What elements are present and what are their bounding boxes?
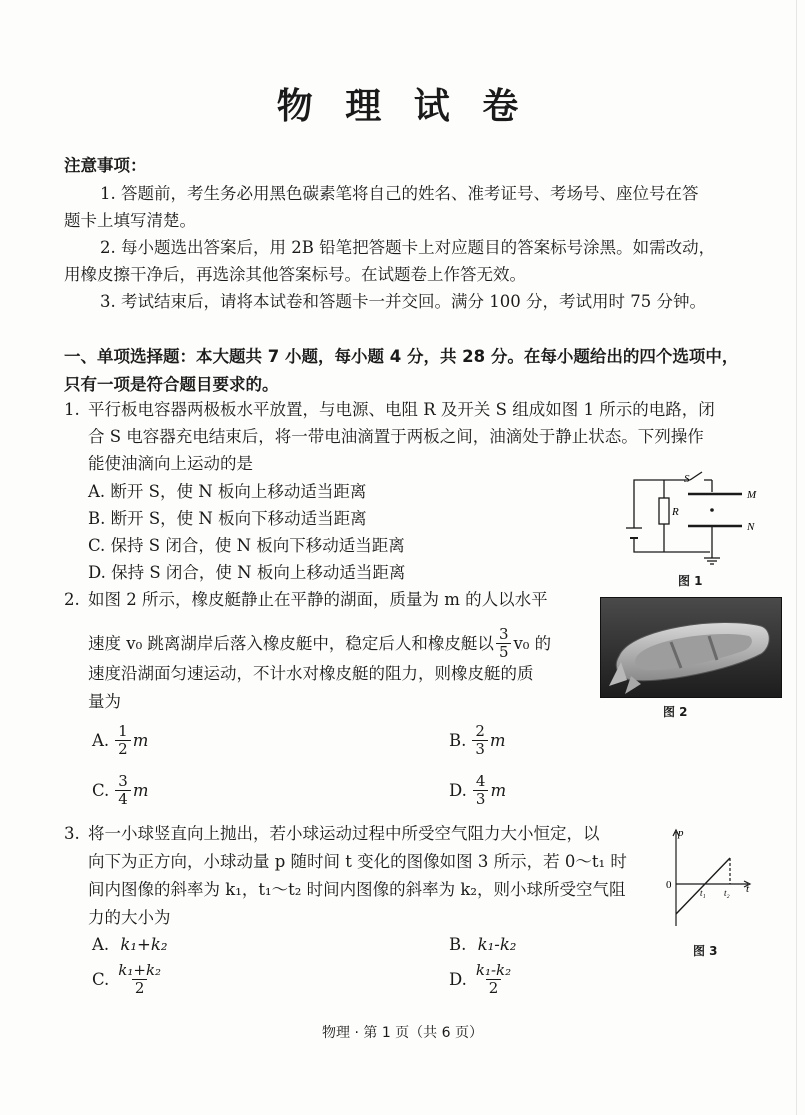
- option-fraction: [473, 962, 514, 997]
- q3-option-a: [92, 934, 167, 956]
- fraction-numerator: 3: [498, 625, 509, 643]
- option-variable: m: [490, 780, 507, 800]
- origin-label: 0: [666, 879, 672, 891]
- option-label: C.: [92, 969, 110, 989]
- notice-item-1-line-1: 1. 答题前，考生务必用黑色碳素笔将自己的姓名、准考证号、考场号、座位号在答: [100, 184, 699, 203]
- q2-stem-line-3: 速度沿湖面匀速运动，不计水对橡皮艇的阻力，则橡皮艇的质: [88, 664, 534, 683]
- plate-m-label: M: [747, 489, 757, 501]
- q1-number: 1.: [64, 400, 80, 419]
- option-fraction: [115, 723, 131, 758]
- q2-stem-line-1: 如图 2 所示，橡皮艇静止在平静的湖面，质量为 m 的人以水平: [88, 590, 548, 609]
- fraction-denominator: 2: [486, 979, 502, 997]
- q3-stem-line-2: 向下为正方向，小球动量 p 随时间 t 变化的图像如图 3 所示，若 0～t₁ 时: [88, 852, 627, 871]
- fraction-denominator: 3: [473, 790, 489, 808]
- notice-heading: 注意事项：: [64, 156, 147, 175]
- q2-option-d: [449, 773, 506, 808]
- notice-item-3-line-1: 3. 考试结束后，请将本试卷和答题卡一并交回。满分 100 分，考试用时 75 分钟。: [100, 292, 706, 311]
- fraction-denominator: 4: [115, 790, 131, 808]
- q3-option-d: [449, 962, 516, 997]
- option-label: A.: [92, 730, 110, 750]
- fraction-numerator: 3: [118, 772, 128, 790]
- figure-1-circuit-diagram: [620, 468, 770, 568]
- option-variable: m: [132, 730, 149, 750]
- page-footer: 物理 · 第 1 页（共 6 页）: [322, 1025, 483, 1041]
- q2-number: 2.: [64, 590, 80, 609]
- q1-option-c: C. 保持 S 闭合，使 N 板向下移动适当距离: [88, 536, 405, 555]
- option-fraction: [473, 773, 489, 808]
- option-expression: k₁+k₂: [120, 935, 168, 954]
- section-heading-line-1: 一、单项选择题：本大题共 7 小题，每小题 4 分，共 28 分。在每小题给出的四个选项中，: [64, 347, 739, 366]
- q2-stem-line-4: 量为: [88, 692, 121, 711]
- option-variable: m: [132, 780, 149, 800]
- figure-2-raft-photo: [600, 597, 782, 698]
- oil-drop-dot: [710, 508, 714, 512]
- q3-stem-line-1: 将一小球竖直向上抛出，若小球运动过程中所受空气阻力大小恒定，以: [88, 824, 600, 843]
- q2-speed-fraction: [496, 626, 512, 661]
- q1-option-b: B. 断开 S，使 N 板向下移动适当距离: [88, 509, 367, 528]
- q1-option-d: D. 保持 S 闭合，使 N 板向上移动适当距离: [88, 563, 406, 582]
- fraction-denominator: 3: [472, 740, 488, 758]
- figure-1-caption: 图 1: [678, 574, 703, 588]
- switch-label: S: [684, 473, 690, 485]
- q2-option-c: [92, 773, 149, 808]
- inflatable-boat-image: [601, 598, 782, 698]
- option-label: B.: [449, 935, 467, 954]
- q3-option-b: [449, 934, 516, 956]
- q1-stem-line-3: 能使油滴向上运动的是: [88, 454, 253, 473]
- section-heading-line-2: 只有一项是符合题目要求的。: [64, 375, 279, 394]
- q2-option-a: [92, 723, 148, 758]
- q2-option-b: [449, 723, 506, 758]
- notice-item-2-line-2: 用橡皮擦干净后，再选涂其他答案标号。在试题卷上作答无效。: [64, 265, 526, 284]
- q2-stem-line-2-text: 速度 v₀ 跳离湖岸后落入橡皮艇中，稳定后人和橡皮艇以: [88, 633, 494, 653]
- q2-stem-line-2-tail: v₀ 的: [513, 633, 552, 653]
- option-variable: m: [489, 730, 506, 750]
- q3-option-c: [92, 962, 166, 997]
- fraction-numerator: 2: [475, 722, 485, 740]
- figure-2-caption: 图 2: [663, 705, 688, 719]
- fraction-numerator: 1: [118, 722, 128, 740]
- q3-number: 3.: [64, 824, 80, 843]
- option-fraction: [472, 723, 488, 758]
- resistor-label: R: [672, 506, 679, 518]
- figure-3-momentum-time-graph: [656, 826, 756, 938]
- option-label: D.: [449, 780, 467, 800]
- t2-label: t₂: [724, 888, 730, 898]
- fraction-denominator: 5: [496, 643, 512, 661]
- option-expression: k₁-k₂: [477, 935, 517, 954]
- fraction-denominator: 2: [132, 979, 148, 997]
- q1-stem-line-1: 平行板电容器两极板水平放置，与电源、电阻 R 及开关 S 组成如图 1 所示的电路，闭: [88, 400, 715, 419]
- t1-label: t₁: [700, 888, 706, 898]
- figure-3-caption: 图 3: [693, 944, 718, 958]
- momentum-line: [676, 858, 730, 914]
- page-edge-line: [796, 0, 797, 1115]
- option-label: B.: [449, 730, 467, 750]
- page-title: 物 理 试 卷: [276, 86, 529, 127]
- option-label: C.: [92, 780, 110, 800]
- option-label: A.: [92, 935, 110, 954]
- plate-n-label: N: [747, 521, 755, 533]
- fraction-numerator: k₁+k₂: [118, 961, 162, 979]
- p-axis-label: p: [678, 827, 684, 839]
- notice-item-1-line-2: 题卡上填写清楚。: [64, 211, 196, 230]
- q2-stem-line-2: [88, 626, 551, 661]
- option-fraction: [115, 962, 164, 997]
- q1-option-a: A. 断开 S，使 N 板向上移动适当距离: [88, 482, 367, 501]
- fraction-denominator: 2: [115, 740, 131, 758]
- option-fraction: [115, 773, 131, 808]
- notice-item-2-line-1: 2. 每小题选出答案后，用 2B 铅笔把答题卡上对应题目的答案标号涂黑。如需改动，: [100, 238, 716, 257]
- t-axis-label: t: [746, 883, 750, 895]
- option-label: D.: [449, 969, 467, 989]
- q3-stem-line-4: 力的大小为: [88, 908, 171, 927]
- fraction-numerator: 4: [475, 772, 486, 790]
- q1-stem-line-2: 合 S 电容器充电结束后，将一带电油滴置于两板之间，油滴处于静止状态。下列操作: [88, 427, 704, 446]
- fraction-numerator: k₁-k₂: [475, 961, 512, 979]
- q3-stem-line-3: 间内图像的斜率为 k₁，t₁～t₂ 时间内图像的斜率为 k₂，则小球所受空气阻: [88, 880, 626, 899]
